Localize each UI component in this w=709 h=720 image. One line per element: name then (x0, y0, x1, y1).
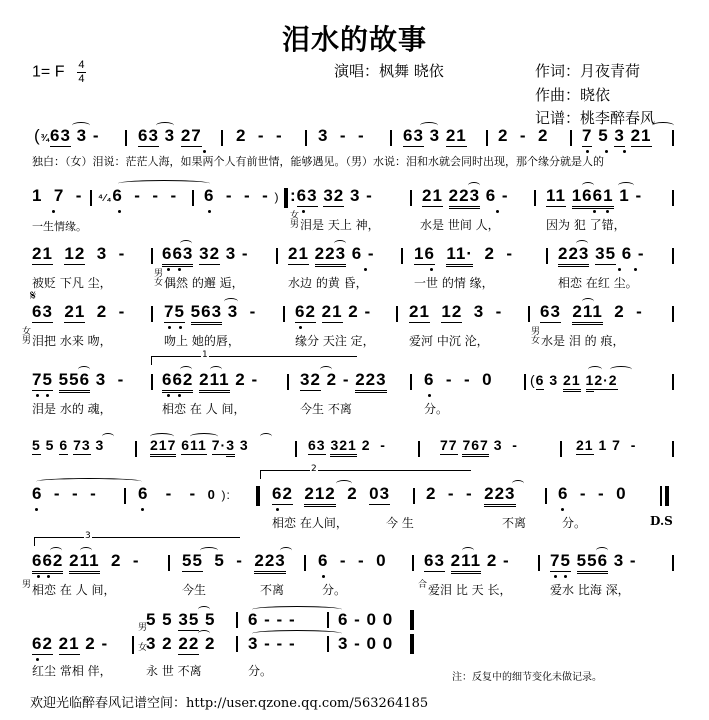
measure: 77 767 3 - (440, 437, 518, 453)
measure: (6 3 21 12·2 (530, 372, 618, 388)
lyric: 泪是 水的 魂， (32, 402, 112, 416)
lyric: 水是 泪 的 痕， (541, 334, 625, 348)
ds-marker: D.S (650, 514, 673, 528)
lyric: 一生情缘。 (32, 220, 87, 233)
volta-label: 1 (202, 350, 208, 360)
measure: 6 - - 0 (424, 370, 493, 389)
voice-mark: 女 (138, 643, 148, 653)
measure: 75 556 3 - (550, 551, 637, 571)
measure: 6 - - 0 (318, 551, 387, 570)
time-sig-top: 4 (78, 59, 85, 71)
lyric: 一世 的情 缘， (414, 276, 494, 290)
measure: 55 5 - 223 (182, 551, 286, 571)
lyric: 永 世 不离 (146, 664, 202, 678)
footer-link-text: 欢迎光临醉春风记谱空间：http://user.qzone.qq.com/563264185 (30, 696, 429, 711)
lyric: 爱泪 比 天 长， (428, 583, 512, 597)
lyricist: 作词：月夜青荷 (535, 62, 641, 80)
measure: 6 - - - ) (204, 186, 280, 205)
lyric: 相恋 在人间， (272, 516, 348, 530)
measure: 63 321 2 - (308, 437, 386, 453)
measure: 663 32 3 - (162, 244, 249, 264)
lyric: 今生 (182, 583, 207, 597)
voice-mark: 男 (138, 623, 148, 633)
measure: :63 32 3 - (290, 186, 373, 205)
monologue: 独白：（女）泪说：茫茫人海，如果两个人有前世情，能够遇见。（男）水说：泪和水就会同时出现，那个缘分就是人的 (32, 155, 604, 168)
measure: 75 556 3 - (32, 370, 124, 390)
lyric: 分。 (424, 402, 449, 416)
measure: 5 5 6 73 3 (32, 437, 105, 453)
time-signature (77, 60, 86, 85)
measure: 62 21 2 - (32, 634, 109, 653)
measure: 6 - - 0 (558, 484, 627, 503)
segno-icon: 𝄋 (30, 288, 37, 304)
measure: 6 - - - (32, 484, 97, 503)
measure: 223 35 6 - (558, 244, 645, 264)
lyric: 水是 世间 人， (420, 218, 500, 232)
measure: 3 - 0 0 (338, 634, 394, 653)
lyric: 分。 (248, 664, 273, 678)
volta-bracket (260, 470, 471, 479)
measure: 2 - 2 (498, 126, 549, 145)
voice-mark: 男 女 (531, 327, 541, 346)
measure: 21 223 6 - (422, 186, 509, 206)
measure: 7 5 3 21 (582, 126, 652, 145)
voice-mark: 女 男 (22, 327, 32, 346)
lyric: 今生 不离 (300, 402, 352, 416)
voice-mark: 女 男 (290, 211, 300, 230)
lyric: 相恋 在 人 间， (32, 583, 116, 597)
measure: 217 611 7·3 3 (150, 437, 249, 453)
lyric: 偶然 的邂 逅， (164, 276, 244, 290)
measure: (¾63 3 - (34, 126, 100, 145)
measure: 62 212 2 03 (272, 484, 390, 504)
lyric: 不离 (502, 516, 527, 530)
measure: 6 - 0 0 (338, 610, 394, 629)
lyric: 泪把 水来 吻， (32, 334, 112, 348)
voice-mark: 合 (418, 580, 428, 590)
lyric: 被贬 下凡 尘， (32, 276, 112, 290)
measure: 6 - - - (248, 610, 296, 629)
volta-label: 3 (85, 531, 91, 541)
lyric: 爱水 比海 深， (550, 583, 630, 597)
measure: 16 11· 2 - (414, 244, 513, 264)
lyric: 因为 犯 了错， (546, 218, 626, 232)
measure: 32 2 - 223 (300, 370, 387, 390)
lyric: 水边 的黄 昏， (288, 276, 368, 290)
transcription-note: 注：反复中的细节变化未做记录。 (452, 672, 602, 683)
key-signature (32, 60, 86, 85)
time-sig-bottom: 4 (78, 73, 85, 85)
measure: 21 12 3 - (409, 302, 503, 321)
transcriber: 记谱：桃李醉春风 (535, 109, 656, 127)
measure: 662 211 2 - (162, 370, 258, 390)
measure: 63 3 21 (403, 126, 467, 145)
lyric: 相恋 在红 尘。 (558, 276, 638, 290)
lyric: 相恋 在 人 间， (162, 402, 246, 416)
measure: 2 - - (236, 126, 283, 145)
measure: 63 21 2 - (32, 302, 126, 321)
measure: 3 - - - (248, 634, 296, 653)
lyric: 今 生 (386, 516, 414, 530)
measure: 662 211 2 - (32, 551, 140, 571)
measure: 3 - - (318, 126, 365, 145)
measure: 63 3 27 (138, 126, 202, 145)
composer: 作曲：晓依 (535, 86, 611, 104)
measure: 6 - - 0 ): (138, 484, 231, 503)
volta-bracket (151, 356, 357, 365)
lyric: 分。 (562, 516, 587, 530)
volta-bracket (34, 537, 240, 546)
measure: 21 223 6 - (288, 244, 375, 264)
measure: 21 1 7 - (576, 437, 637, 453)
measure: 2 - - 223 (426, 484, 516, 504)
measure: 3 2 22 2 (146, 634, 216, 653)
measure: 75 563 3 - (164, 302, 256, 322)
voice-mark: 男 女 (154, 269, 164, 288)
measure: 21 12 3 - (32, 244, 126, 263)
measure: 5 5 35 5 (146, 610, 216, 629)
key-label: 1= F (32, 63, 65, 81)
measure: 63 211 2 - (424, 551, 510, 571)
lyric: 泪是 天上 神， (300, 218, 380, 232)
volta-label: 2 (311, 464, 317, 474)
measure: 63 211 2 - (540, 302, 643, 322)
lyric: 吻上 她的唇， (164, 334, 240, 348)
measure: 11 1661 1 - (546, 186, 642, 206)
measure: ⁴⁄₄6 - - - (98, 186, 178, 205)
lyric: 分。 (322, 583, 347, 597)
measure: 1 7 - (32, 186, 83, 205)
page-title: 泪水的故事 (281, 23, 427, 56)
lyric: 缘分 天注 定， (295, 334, 375, 348)
lyric: 不离 (260, 583, 285, 597)
lyric: 爱河 中沉 沦， (409, 334, 489, 348)
voice-mark: 男 (22, 580, 32, 590)
singers: 演唱：枫舞 晓依 (334, 62, 444, 80)
measure: 62 21 2 - (295, 302, 372, 321)
lyric: 红尘 常相 伴， (32, 664, 112, 678)
